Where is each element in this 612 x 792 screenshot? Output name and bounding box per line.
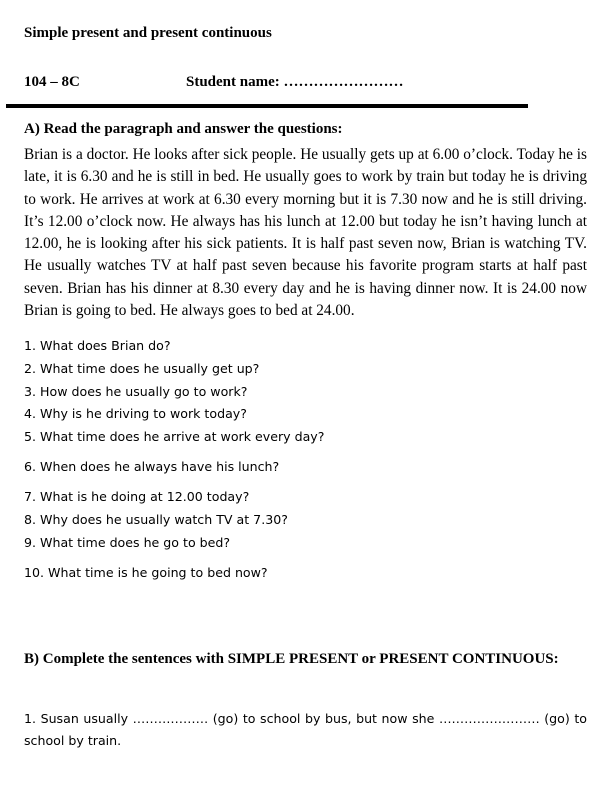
question-item: 6. When does he always have his lunch? (24, 459, 280, 474)
question-item: 10. What time is he going to bed now? (24, 565, 268, 580)
header-divider (6, 104, 528, 108)
student-name-field: Student name: …………………… (186, 74, 404, 90)
exercise-item: 1. Susan usually ……………… (go) to school by bus, but now she …………………… (go) to school by train. (24, 711, 587, 748)
question-item: 8. Why does he usually watch TV at 7.30? (24, 512, 288, 527)
section-a-heading: A) Read the paragraph and answer the questions: (24, 121, 343, 137)
question-item: 1. What does Brian do? (24, 338, 171, 353)
question-item: 4. Why is he driving to work today? (24, 406, 247, 421)
question-item: 9. What time does he go to bed? (24, 535, 231, 550)
section-b-heading: B) Complete the sentences with SIMPLE PRESENT or PRESENT CONTINUOUS: (24, 651, 559, 667)
question-item: 7. What is he doing at 12.00 today? (24, 489, 250, 504)
question-item: 5. What time does he arrive at work every day? (24, 429, 325, 444)
reading-paragraph: Brian is a doctor. He looks after sick people. He usually gets up at 6.00 o’clock. Today he is late, it is 6.30 and he is still in bed. He usually goes to work by train but today he is driving to work. He arrives at work at 6.30 every morning but it is 7.30 now and he is still driving. It’s 12.00 o’clock now. He always has his lunch at 12.00 but today he isn’t having lunch at 12.00, he is looking after his sick patients. It is half past seven now, Brian is watching TV. He usually watches TV at half past seven because his favorite program starts at half past seven. Brian has his dinner at 8.30 every day and he is having dinner now. It is 24.00 now Brian is going to bed. He always goes to bed at 24.00. (24, 146, 587, 320)
question-item: 2. What time does he usually get up? (24, 361, 260, 376)
class-code: 104 – 8C (24, 74, 80, 90)
worksheet-title: Simple present and present continuous (24, 25, 272, 41)
question-item: 3. How does he usually go to work? (24, 384, 248, 399)
